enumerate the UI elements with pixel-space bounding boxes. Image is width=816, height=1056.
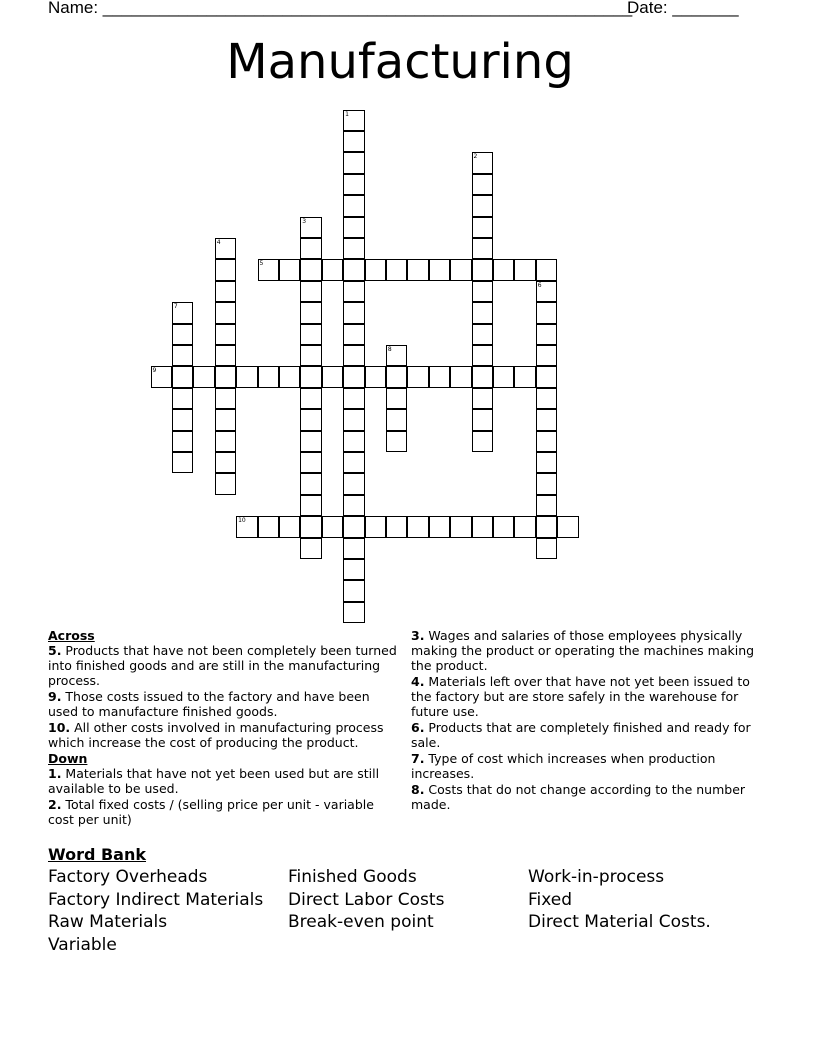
clue-text: Those costs issued to the factory and have been used to manufacture finished goods. [48, 689, 370, 719]
crossword-cell[interactable] [343, 195, 365, 217]
word-bank-title: Word Bank [48, 845, 147, 864]
clue [411, 720, 771, 750]
crossword-cell[interactable] [365, 516, 387, 538]
crossword-cell[interactable] [322, 366, 344, 388]
crossword-cell[interactable] [258, 366, 280, 388]
crossword-cell[interactable] [258, 259, 280, 281]
crossword-cell[interactable] [536, 409, 558, 431]
crossword-cell[interactable] [343, 174, 365, 196]
crossword-cell[interactable] [493, 259, 515, 281]
crossword-cell[interactable] [172, 409, 194, 431]
crossword-cell[interactable] [450, 259, 472, 281]
crossword-cell[interactable] [536, 302, 558, 324]
crossword-cell[interactable] [343, 131, 365, 153]
crossword-cell[interactable] [536, 538, 558, 560]
crossword-cell[interactable] [472, 366, 494, 388]
clue-number-label: 8. [411, 782, 425, 797]
crossword-cell[interactable] [300, 452, 322, 474]
crossword-cell[interactable] [300, 473, 322, 495]
crossword-cell[interactable] [450, 516, 472, 538]
crossword-cell[interactable] [472, 238, 494, 260]
down-clue-list [48, 766, 398, 827]
word-bank-item: Break-even point [288, 912, 434, 933]
crossword-cell[interactable] [215, 409, 237, 431]
crossword-cell[interactable] [215, 302, 237, 324]
crossword-cell[interactable] [343, 452, 365, 474]
clues-left [48, 628, 398, 828]
clue [48, 797, 398, 827]
crossword-cell[interactable] [343, 495, 365, 517]
crossword-cell[interactable] [536, 324, 558, 346]
crossword-cell[interactable] [215, 473, 237, 495]
crossword-cell[interactable] [472, 217, 494, 239]
crossword-cell[interactable] [343, 345, 365, 367]
crossword-cell[interactable] [300, 538, 322, 560]
crossword-cell[interactable] [215, 345, 237, 367]
crossword-cell[interactable] [429, 516, 451, 538]
crossword-cell[interactable] [536, 366, 558, 388]
crossword-cell[interactable] [300, 431, 322, 453]
clue-text: Materials that have not yet been used but are still available to be used. [48, 766, 380, 796]
crossword-cell[interactable] [300, 409, 322, 431]
crossword-cell[interactable] [172, 366, 194, 388]
crossword-cell[interactable] [386, 345, 408, 367]
crossword-cell[interactable] [557, 516, 579, 538]
down-heading: Down [48, 751, 88, 766]
crossword-cell[interactable] [472, 388, 494, 410]
crossword-cell[interactable] [386, 516, 408, 538]
word-bank-item: Fixed [528, 889, 573, 910]
crossword-cell[interactable] [172, 345, 194, 367]
crossword-cell[interactable] [536, 345, 558, 367]
crossword-cell[interactable] [300, 516, 322, 538]
word-bank-item: Direct Labor Costs [288, 889, 445, 910]
crossword-cell[interactable] [536, 281, 558, 303]
across-clue-list [48, 643, 398, 750]
clue-number-label: 1. [48, 766, 62, 781]
crossword-cell[interactable] [215, 366, 237, 388]
crossword-cell[interactable] [493, 516, 515, 538]
crossword-cell[interactable] [343, 580, 365, 602]
crossword-cell[interactable] [300, 495, 322, 517]
crossword-cell[interactable] [236, 366, 258, 388]
crossword-cell[interactable] [172, 431, 194, 453]
crossword-cell[interactable] [407, 516, 429, 538]
page-title: Manufacturing [226, 34, 574, 90]
clue-number: 8 [387, 345, 392, 353]
clue-number: 6 [537, 281, 542, 289]
clue-number-label: 6. [411, 720, 425, 735]
crossword-cell[interactable] [279, 516, 301, 538]
word-bank-item: Work-in-process [528, 867, 665, 887]
clue [411, 782, 771, 812]
crossword-cell[interactable] [386, 409, 408, 431]
crossword-cell[interactable] [472, 409, 494, 431]
crossword-cell[interactable] [343, 217, 365, 239]
clue [411, 751, 771, 781]
clue-number-label: 9. [48, 689, 62, 704]
crossword-cell[interactable] [236, 516, 258, 538]
clue-number: 3 [302, 217, 307, 225]
crossword-cell[interactable] [215, 259, 237, 281]
clue-number-label: 2. [48, 797, 62, 812]
clue-number: 7 [173, 303, 178, 311]
clue-number: 1 [345, 110, 349, 118]
crossword-cell[interactable] [343, 110, 365, 132]
clue-text: All other costs involved in manufacturing process which increase the cost of producing the product. [48, 720, 384, 750]
crossword-cell[interactable] [343, 281, 365, 303]
word-bank-item: Variable [48, 935, 117, 956]
crossword-cell[interactable] [172, 324, 194, 346]
crossword-cell[interactable] [536, 473, 558, 495]
crossword-cell[interactable] [536, 516, 558, 538]
crossword-cell[interactable] [472, 174, 494, 196]
crossword-cell[interactable] [279, 366, 301, 388]
crossword-cell[interactable] [514, 516, 536, 538]
crossword-cell[interactable] [536, 388, 558, 410]
crossword-cell[interactable] [386, 259, 408, 281]
crossword-cell[interactable] [279, 259, 301, 281]
crossword-cell[interactable] [258, 516, 280, 538]
clue-text: Materials left over that have not yet been issued to the factory but are store safely in the warehouse for future use. [411, 674, 750, 719]
crossword-cell[interactable] [386, 431, 408, 453]
clue [411, 674, 771, 719]
crossword-cell[interactable] [493, 366, 515, 388]
clue-number: 10 [238, 517, 246, 525]
crossword-cell[interactable] [472, 281, 494, 303]
clue [411, 628, 771, 673]
crossword-cell[interactable] [365, 259, 387, 281]
crossword-cell[interactable] [343, 538, 365, 560]
crossword-cell[interactable] [215, 452, 237, 474]
crossword-cell[interactable] [300, 324, 322, 346]
crossword-cell[interactable] [343, 324, 365, 346]
clue [48, 689, 398, 719]
crossword-cell[interactable] [429, 259, 451, 281]
crossword-cell[interactable] [472, 152, 494, 174]
crossword-cell[interactable] [215, 281, 237, 303]
crossword-cell[interactable] [300, 238, 322, 260]
crossword-cell[interactable] [536, 259, 558, 281]
crossword-cell[interactable] [343, 473, 365, 495]
crossword-cell[interactable] [343, 302, 365, 324]
clue-number: 2 [473, 153, 478, 161]
crossword-cell[interactable] [343, 152, 365, 174]
crossword-cell[interactable] [172, 452, 194, 474]
clue-number: 4 [216, 238, 221, 246]
crossword-cell[interactable] [429, 366, 451, 388]
clue [48, 720, 398, 750]
crossword-cell[interactable] [215, 324, 237, 346]
crossword-cell[interactable] [343, 516, 365, 538]
crossword-cell[interactable] [472, 259, 494, 281]
crossword-cell[interactable] [151, 366, 173, 388]
crossword-cell[interactable] [193, 366, 215, 388]
crossword-cell[interactable] [300, 259, 322, 281]
across-heading: Across [48, 628, 95, 643]
crossword-cell[interactable] [343, 431, 365, 453]
clues-right [411, 628, 771, 813]
clue-number-label: 5. [48, 643, 62, 658]
down-clue-list-continued [411, 628, 771, 812]
clue-number-label: 7. [411, 751, 425, 766]
clue-text: Products that are completely finished and ready for sale. [411, 720, 751, 750]
crossword-cell[interactable] [343, 259, 365, 281]
crossword-cell[interactable] [215, 238, 237, 260]
clue-text: Type of cost which increases when production increases. [411, 751, 716, 781]
word-bank-item: Factory Overheads [48, 867, 208, 887]
crossword-cell[interactable] [386, 388, 408, 410]
word-bank-item: Direct Material Costs. [528, 912, 711, 933]
crossword-cell[interactable] [472, 195, 494, 217]
clue [48, 643, 398, 688]
clue [48, 766, 398, 796]
crossword-cell[interactable] [514, 366, 536, 388]
crossword-cell[interactable] [365, 366, 387, 388]
clue-number-label: 4. [411, 674, 425, 689]
clue-text: Wages and salaries of those employees physically making the product or operating the machines making the product. [411, 628, 755, 673]
crossword-cell[interactable] [472, 431, 494, 453]
crossword-cell[interactable] [215, 388, 237, 410]
crossword-cell[interactable] [172, 388, 194, 410]
crossword-cell[interactable] [407, 366, 429, 388]
crossword-cell[interactable] [472, 345, 494, 367]
name-field: Name: ________________________________________________________ [48, 0, 633, 17]
crossword-cell[interactable] [322, 516, 344, 538]
crossword-cell[interactable] [343, 366, 365, 388]
crossword-cell[interactable] [536, 452, 558, 474]
crossword-cell[interactable] [472, 302, 494, 324]
clue-number: 5 [259, 260, 264, 268]
word-bank-item: Finished Goods [288, 867, 417, 887]
crossword-cell[interactable] [300, 388, 322, 410]
clue-number-label: 10. [48, 720, 71, 735]
crossword-cell[interactable] [343, 602, 365, 624]
crossword-cell[interactable] [300, 302, 322, 324]
crossword-cell[interactable] [172, 302, 194, 324]
crossword-cell[interactable] [407, 259, 429, 281]
crossword-cell[interactable] [343, 238, 365, 260]
clue-text: Total fixed costs / (selling price per unit - variable cost per unit) [48, 797, 374, 827]
crossword-cell[interactable] [343, 409, 365, 431]
crossword-cell[interactable] [472, 324, 494, 346]
crossword-cell[interactable] [450, 366, 472, 388]
date-field: Date: _______ [627, 0, 739, 17]
clue-number: 9 [152, 367, 157, 375]
crossword-cell[interactable] [300, 217, 322, 239]
word-bank-item: Raw Materials [48, 912, 168, 933]
crossword-cell[interactable] [215, 431, 237, 453]
crossword-cell[interactable] [322, 259, 344, 281]
crossword-cell[interactable] [300, 366, 322, 388]
crossword-cell[interactable] [536, 495, 558, 517]
clue-text: Products that have not been completely been turned into finished goods and are still in the manufacturing process. [48, 643, 397, 688]
crossword-cell[interactable] [300, 345, 322, 367]
word-bank-item: Factory Indirect Materials [48, 889, 264, 910]
crossword-cell[interactable] [300, 281, 322, 303]
clue-text: Costs that do not change according to the number made. [411, 782, 746, 812]
crossword-cell[interactable] [343, 559, 365, 581]
crossword-cell[interactable] [386, 366, 408, 388]
crossword-cell[interactable] [472, 516, 494, 538]
crossword-cell[interactable] [343, 388, 365, 410]
crossword-cell[interactable] [514, 259, 536, 281]
clue-number-label: 3. [411, 628, 425, 643]
crossword-cell[interactable] [536, 431, 558, 453]
